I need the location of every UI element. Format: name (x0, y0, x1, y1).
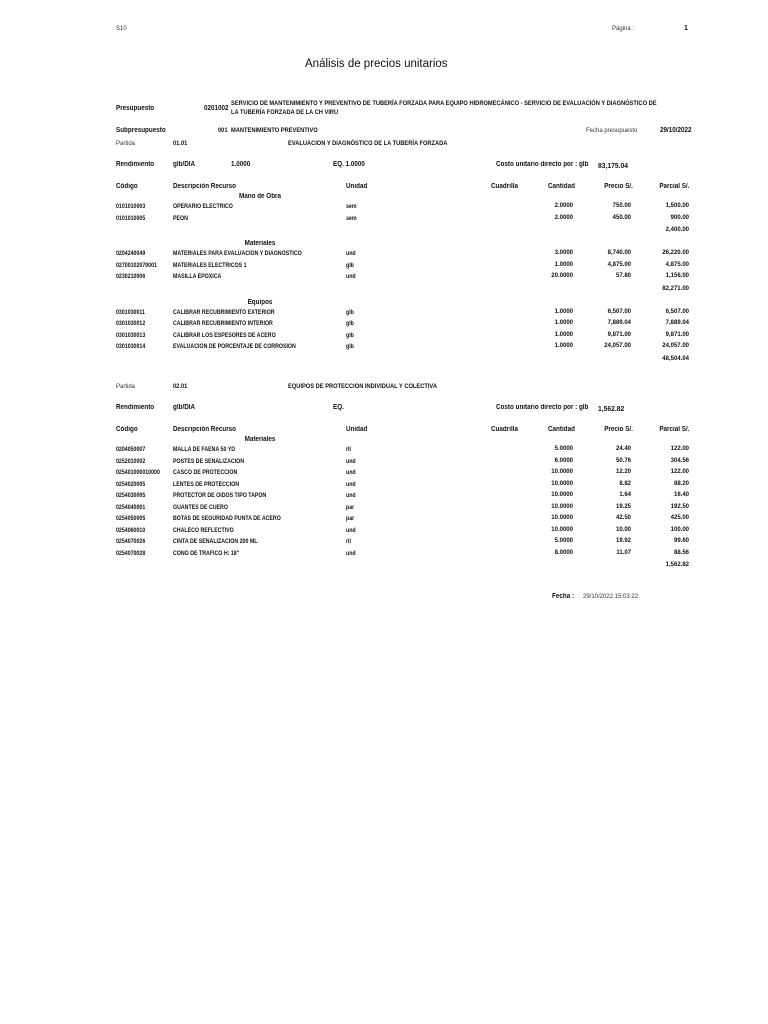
row-descripcion: PROTECTOR DE OIDOS TIPO TAPON (173, 492, 267, 499)
column-descripcion: Descripción Recurso (173, 183, 237, 190)
row-cantidad: 1.0000 (554, 331, 573, 338)
row-precio: 12.20 (615, 469, 631, 475)
row-descripcion: CALIBRAR RECUBRIMIENTO INTERIOR (173, 320, 273, 327)
row-codigo: 0301030014 (116, 343, 146, 350)
row-parcial: 6,507.00 (665, 308, 689, 315)
row-parcial: 88.20 (673, 480, 689, 487)
row-parcial: 1,156.00 (665, 273, 689, 279)
column-cantidad: Cantidad (548, 183, 575, 190)
row-descripcion: GUANTES DE CUERO (173, 503, 228, 511)
column-unidad: Unidad (346, 426, 368, 433)
group-subtotal: 82,271.00 (662, 285, 689, 292)
row-unidad: und (346, 480, 356, 488)
row-unidad: rll (346, 446, 351, 453)
row-codigo: 0254050005 (116, 515, 146, 522)
costo-value: 83,175.04 (598, 161, 629, 170)
column-cantidad: Cantidad (548, 426, 575, 433)
rendimiento-value: 1.0000 (231, 161, 251, 168)
rendimiento-unit: glb/DIA (173, 404, 196, 411)
row-codigo: 0254070028 (116, 549, 146, 557)
column-cuadrilla: Cuadrilla (491, 426, 518, 433)
row-precio: 24,057.00 (604, 343, 631, 349)
row-precio: 11.07 (616, 549, 631, 556)
presupuesto-label: Presupuesto (116, 105, 155, 112)
footer-fecha-label: Fecha : (552, 593, 575, 600)
group-subtotal: 1,562.82 (665, 562, 689, 568)
row-cantidad: 2.0000 (554, 214, 573, 221)
row-descripcion: MALLA DE FAENA 50 YD (173, 446, 236, 453)
row-cantidad: 2.0000 (554, 203, 573, 209)
row-parcial: 304.56 (670, 457, 689, 464)
row-descripcion: OPERARIO ELECTRICO (173, 203, 233, 210)
subpresupuesto-description: MANTENIMIENTO PREVENTIVO (231, 127, 318, 134)
row-unidad: glb (346, 331, 354, 339)
row-parcial: 122.00 (670, 446, 689, 452)
row-descripcion: CHALECO REFLECTIVO (173, 526, 234, 534)
column-parcial: Parcial S/. (658, 426, 689, 433)
row-codigo: 0254040001 (116, 503, 146, 511)
row-codigo: 0204050007 (116, 446, 146, 453)
row-parcial: 26,220.00 (662, 250, 689, 256)
column-precio: Precio S/. (604, 426, 633, 433)
costo-label: Costo unitario directo por : glb (496, 404, 589, 411)
row-unidad: und (346, 526, 356, 534)
row-cantidad: 6.0000 (554, 457, 573, 464)
row-cantidad: 3.0000 (554, 250, 573, 256)
row-parcial: 16.40 (673, 492, 689, 498)
row-precio: 1.64 (619, 492, 631, 498)
eq-label: EQ. (333, 404, 344, 411)
partida-label: Partida (116, 384, 136, 390)
row-descripcion: MATERIALES ELECTRICOS 1 (173, 261, 247, 269)
row-codigo: 025401000010000 (116, 469, 160, 476)
row-codigo: 0254060010 (116, 526, 146, 534)
report-code: S10 (116, 26, 127, 32)
group-title: Materiales (244, 436, 276, 443)
footer-fecha-value: 29/10/2022 15:03:22 (583, 594, 639, 600)
row-descripcion: BOTAS DE SEGURIDAD PUNTA DE ACERO (173, 515, 281, 522)
subpresupuesto-label: Subpresupuesto (116, 127, 166, 134)
row-parcial: 192.50 (670, 503, 689, 510)
row-unidad: und (346, 273, 356, 280)
row-parcial: 88.56 (673, 549, 689, 556)
eq-label: EQ. 1.0000 (333, 161, 365, 168)
partida-description: EQUIPOS DE PROTECCION INDIVIDUAL Y COLECTIVA (288, 383, 437, 390)
rendimiento-label: Rendimiento (116, 161, 155, 168)
row-codigo: 0301030012 (116, 320, 146, 327)
presupuesto-code: 0201002 (204, 105, 229, 112)
page-title: Análisis de precios unitarios (305, 58, 448, 70)
row-descripcion: MATERIALES PARA EVALUACION Y DIAGNOSTICO (173, 250, 302, 257)
row-parcial: 900.00 (670, 214, 689, 221)
partida-description: EVALUACION Y DIAGNÓSTICO DE LA TUBERÍA FORZADA (288, 140, 448, 147)
presupuesto-description-2: LA TUBERÍA FORZADA DE LA CH VIRU (231, 109, 339, 116)
row-precio: 42.50 (615, 515, 631, 521)
row-precio: 9,871.00 (607, 331, 631, 338)
presupuesto-description: SERVICIO DE MANTENIMIENTO Y PREVENTIVO DE TUBERÍA FORZADA PARA EQUIPO HIDROMECÁNICO - SERVICIO DE EVALUACIÓN Y DIAGNÓSTICO DE (231, 100, 657, 107)
row-cantidad: 1.0000 (554, 343, 573, 349)
group-subtotal: 48,504.04 (662, 355, 689, 362)
row-unidad: glb (346, 320, 354, 327)
row-codigo: 0254030005 (116, 492, 146, 499)
row-precio: 19.25 (615, 503, 631, 510)
row-parcial: 100.00 (670, 526, 689, 533)
group-title: Materiales (244, 240, 276, 247)
column-cuadrilla: Cuadrilla (491, 183, 518, 190)
row-codigo: 02700102070001 (116, 261, 157, 269)
row-cantidad: 10.0000 (551, 492, 573, 498)
group-title: Mano de Obra (238, 193, 282, 200)
row-descripcion: CALIBRAR LOS ESPESORES DE ACERO (173, 331, 276, 339)
partida-code: 01.01 (173, 140, 188, 147)
costo-label: Costo unitario directo por : glb (496, 161, 589, 168)
row-unidad: glb (346, 308, 354, 316)
row-cantidad: 5.0000 (554, 446, 573, 452)
row-precio: 8,740.00 (607, 250, 631, 256)
column-descripcion: Descripción Recurso (173, 426, 237, 433)
row-parcial: 99.60 (673, 538, 689, 544)
row-codigo: 0204240049 (116, 250, 146, 257)
row-precio: 750.00 (612, 203, 631, 209)
row-unidad: sem (346, 214, 357, 222)
row-descripcion: CASCO DE PROTECCION (173, 469, 238, 476)
row-precio: 450.00 (612, 214, 631, 221)
row-cantidad: 5.0000 (554, 538, 573, 544)
group-subtotal: 2,400.00 (665, 227, 689, 233)
row-parcial: 9,871.00 (665, 331, 689, 338)
partida-label: Partida (116, 141, 136, 147)
row-unidad: glb (346, 343, 354, 350)
fecha-presupuesto: 29/10/2022 (660, 127, 692, 134)
row-cantidad: 1.0000 (554, 320, 573, 326)
row-parcial: 425.00 (670, 515, 689, 521)
row-descripcion: LENTES DE PROTECCION (173, 480, 240, 488)
row-unidad: und (346, 457, 356, 465)
row-unidad: par (346, 503, 355, 511)
row-cantidad: 20.0000 (551, 273, 573, 279)
row-descripcion: POSTES DE SEÑALIZACION (173, 457, 245, 465)
fecha-presupuesto-label: Fecha presupuesto (586, 128, 638, 134)
row-cantidad: 10.0000 (551, 480, 573, 487)
row-unidad: par (346, 515, 355, 522)
partida-code: 02.01 (173, 383, 188, 390)
row-descripcion: CONO DE TRAFICO H: 18" (173, 549, 240, 557)
row-cantidad: 10.0000 (551, 515, 573, 521)
row-parcial: 122.00 (670, 469, 689, 475)
row-codigo: 0301030013 (116, 331, 146, 339)
row-precio: 57.80 (615, 273, 631, 279)
row-unidad: und (346, 469, 356, 476)
row-codigo: 0252010002 (116, 457, 146, 465)
row-descripcion: PEON (173, 214, 188, 222)
column-unidad: Unidad (346, 183, 368, 190)
row-cantidad: 10.0000 (551, 469, 573, 475)
row-precio: 6,507.00 (607, 308, 631, 315)
column-precio: Precio S/. (604, 183, 633, 190)
column-parcial: Parcial S/. (658, 183, 689, 190)
row-cantidad: 8.0000 (554, 549, 573, 556)
row-unidad: glb (346, 261, 354, 269)
row-codigo: 0101010005 (116, 214, 146, 222)
row-precio: 10.00 (615, 526, 631, 533)
row-descripcion: EVALUACION DE PORCENTAJE DE CORROSION (173, 343, 296, 350)
page-label: Página : (612, 26, 635, 32)
row-descripcion: MASILLA EPOXICA (173, 273, 222, 280)
row-unidad: und (346, 250, 356, 257)
row-parcial: 1,500.00 (665, 203, 689, 209)
row-precio: 19.92 (615, 538, 631, 544)
rendimiento-label: Rendimiento (116, 404, 155, 411)
row-parcial: 24,057.00 (662, 343, 689, 349)
row-codigo: 0254070026 (116, 538, 146, 545)
row-parcial: 4,875.00 (665, 261, 689, 268)
row-unidad: rll (346, 538, 351, 545)
row-cantidad: 1.0000 (554, 308, 573, 315)
row-precio: 8.82 (619, 480, 631, 487)
row-descripcion: CALIBRAR RECUBRIMIENTO EXTERIOR (173, 308, 275, 316)
row-unidad: sem (346, 203, 357, 210)
row-codigo: 0230210006 (116, 273, 146, 280)
row-codigo: 0254020005 (116, 480, 146, 488)
row-parcial: 7,889.04 (665, 320, 689, 326)
subpresupuesto-code: 001 (218, 127, 228, 134)
row-unidad: und (346, 492, 356, 499)
column-codigo: Código (116, 426, 138, 433)
row-precio: 24.40 (615, 446, 631, 452)
row-precio: 7,889.04 (607, 320, 631, 326)
group-title: Equipos (247, 298, 273, 306)
row-cantidad: 1.0000 (554, 261, 573, 268)
row-precio: 4,875.00 (607, 261, 631, 268)
costo-value: 1,562.82 (598, 404, 625, 413)
row-descripcion: CINTA DE SEÑALIZACION 200 ML (173, 538, 258, 545)
row-cantidad: 10.0000 (551, 503, 573, 510)
rendimiento-unit: glb/DIA (173, 161, 196, 168)
row-cantidad: 10.0000 (551, 526, 573, 533)
row-codigo: 0301030011 (116, 308, 145, 316)
row-precio: 50.76 (615, 457, 631, 464)
row-unidad: und (346, 549, 356, 557)
page-number: 1 (684, 25, 688, 32)
column-codigo: Código (116, 183, 138, 190)
row-codigo: 0101010003 (116, 203, 146, 210)
